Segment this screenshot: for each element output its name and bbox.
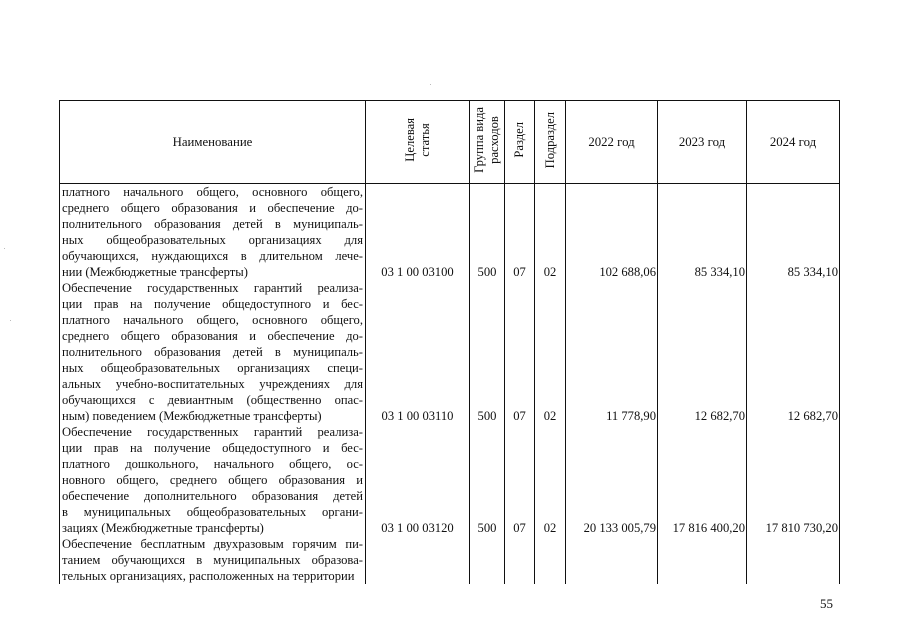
header-expense-group-text: Группа вида расходов — [472, 107, 501, 173]
name-line: новного общего, среднего общего образования и — [62, 473, 363, 487]
name-line: Обеспечение бесплатным двухразовым горячим пи- — [62, 537, 363, 551]
name-line: платного дошкольного, начального общего, ос- — [62, 457, 363, 471]
header-article — [366, 101, 470, 184]
value-2022-cell: 11 778,90 — [566, 280, 658, 424]
table-row — [60, 184, 840, 281]
name-line: обучающихся с девиантным (общественно опас- — [62, 393, 363, 407]
name-line: тельных организациях, расположенных на территории — [62, 569, 355, 583]
name-line: ции прав на получение общедоступного и бес- — [62, 297, 363, 311]
header-2022: 2022 год — [566, 101, 658, 184]
name-line: среднего общего образования и обеспечение до- — [62, 201, 363, 215]
name-line: обучающихся, нуждающихся в длительном лече- — [62, 249, 363, 263]
header-subsection-text: Подраздел — [542, 111, 557, 169]
name-line: Обеспечение государственных гарантий реализа- — [62, 281, 363, 295]
value-2023-cell: 12 682,70 — [658, 280, 747, 424]
name-line: платного начального общего, основного общего, — [62, 185, 363, 199]
name-line: полнительного образования детей в муниципаль- — [62, 345, 363, 359]
page-number: 55 — [820, 596, 833, 611]
article-cell: 03 1 00 03110 — [366, 280, 470, 424]
header-section-text: Раздел — [512, 122, 526, 158]
section-cell — [505, 536, 535, 584]
section-cell: 07 — [505, 280, 535, 424]
table-row — [60, 536, 840, 584]
table-row — [60, 424, 840, 536]
value-2023-cell: 85 334,10 — [658, 184, 747, 281]
name-cell — [60, 280, 366, 424]
table-body — [60, 184, 840, 585]
value-2024-cell: 17 810 730,20 — [747, 424, 840, 536]
name-line: альных учебно-воспитательных учреждениях для — [62, 377, 363, 391]
subsection-cell: 02 — [535, 424, 566, 536]
subsection-cell: 02 — [535, 184, 566, 281]
section-cell: 07 — [505, 424, 535, 536]
name-line: платного начального общего, основного общего, — [62, 313, 363, 327]
budget-table — [59, 100, 840, 584]
scan-mark — [10, 320, 11, 321]
name-line: в муниципальных общеобразовательных органи- — [62, 505, 363, 519]
value-2024-cell: 12 682,70 — [747, 280, 840, 424]
name-line: полнительного образования детей в муниципаль- — [62, 217, 363, 231]
name-line: танием обучающихся в муниципальных образова- — [62, 553, 363, 567]
table-row — [60, 280, 840, 424]
name-line: ции прав на получение общедоступного и бес- — [62, 441, 363, 455]
expense-group-cell: 500 — [470, 424, 505, 536]
article-cell: 03 1 00 03100 — [366, 184, 470, 281]
value-2022-cell: 20 133 005,79 — [566, 424, 658, 536]
header-article-text: Целевая статья — [402, 118, 432, 162]
expense-group-cell: 500 — [470, 280, 505, 424]
header-expense-group — [470, 101, 505, 184]
value-2024-cell — [747, 536, 840, 584]
expense-group-cell: 500 — [470, 184, 505, 281]
name-line: ных общеобразовательных организациях для — [62, 233, 363, 247]
value-2023-cell: 17 816 400,20 — [658, 424, 747, 536]
header-name: Наименование — [60, 101, 366, 184]
name-line: ным) поведением (Межбюджетные трансферты) — [62, 409, 322, 423]
header-section — [505, 101, 535, 184]
header-2024: 2024 год — [747, 101, 840, 184]
header-subsection — [535, 101, 566, 184]
name-line: Обеспечение государственных гарантий реализа- — [62, 425, 363, 439]
section-cell: 07 — [505, 184, 535, 281]
value-2023-cell — [658, 536, 747, 584]
scan-mark — [430, 84, 431, 85]
name-line: зациях (Межбюджетные трансферты) — [62, 521, 264, 535]
name-cell — [60, 536, 366, 584]
table-header-row — [60, 101, 840, 184]
header-2023: 2023 год — [658, 101, 747, 184]
article-cell: 03 1 00 03120 — [366, 424, 470, 536]
scan-mark — [4, 248, 5, 249]
article-cell — [366, 536, 470, 584]
subsection-cell — [535, 536, 566, 584]
value-2024-cell: 85 334,10 — [747, 184, 840, 281]
value-2022-cell — [566, 536, 658, 584]
name-line: нии (Межбюджетные трансферты) — [62, 265, 248, 279]
name-line: ных общеобразовательных организациях специ- — [62, 361, 363, 375]
name-line: обеспечение дополнительного образования детей — [62, 489, 363, 503]
value-2022-cell: 102 688,06 — [566, 184, 658, 281]
expense-group-cell — [470, 536, 505, 584]
name-line: среднего общего образования и обеспечение до- — [62, 329, 363, 343]
subsection-cell: 02 — [535, 280, 566, 424]
name-cell — [60, 424, 366, 536]
name-cell — [60, 184, 366, 281]
